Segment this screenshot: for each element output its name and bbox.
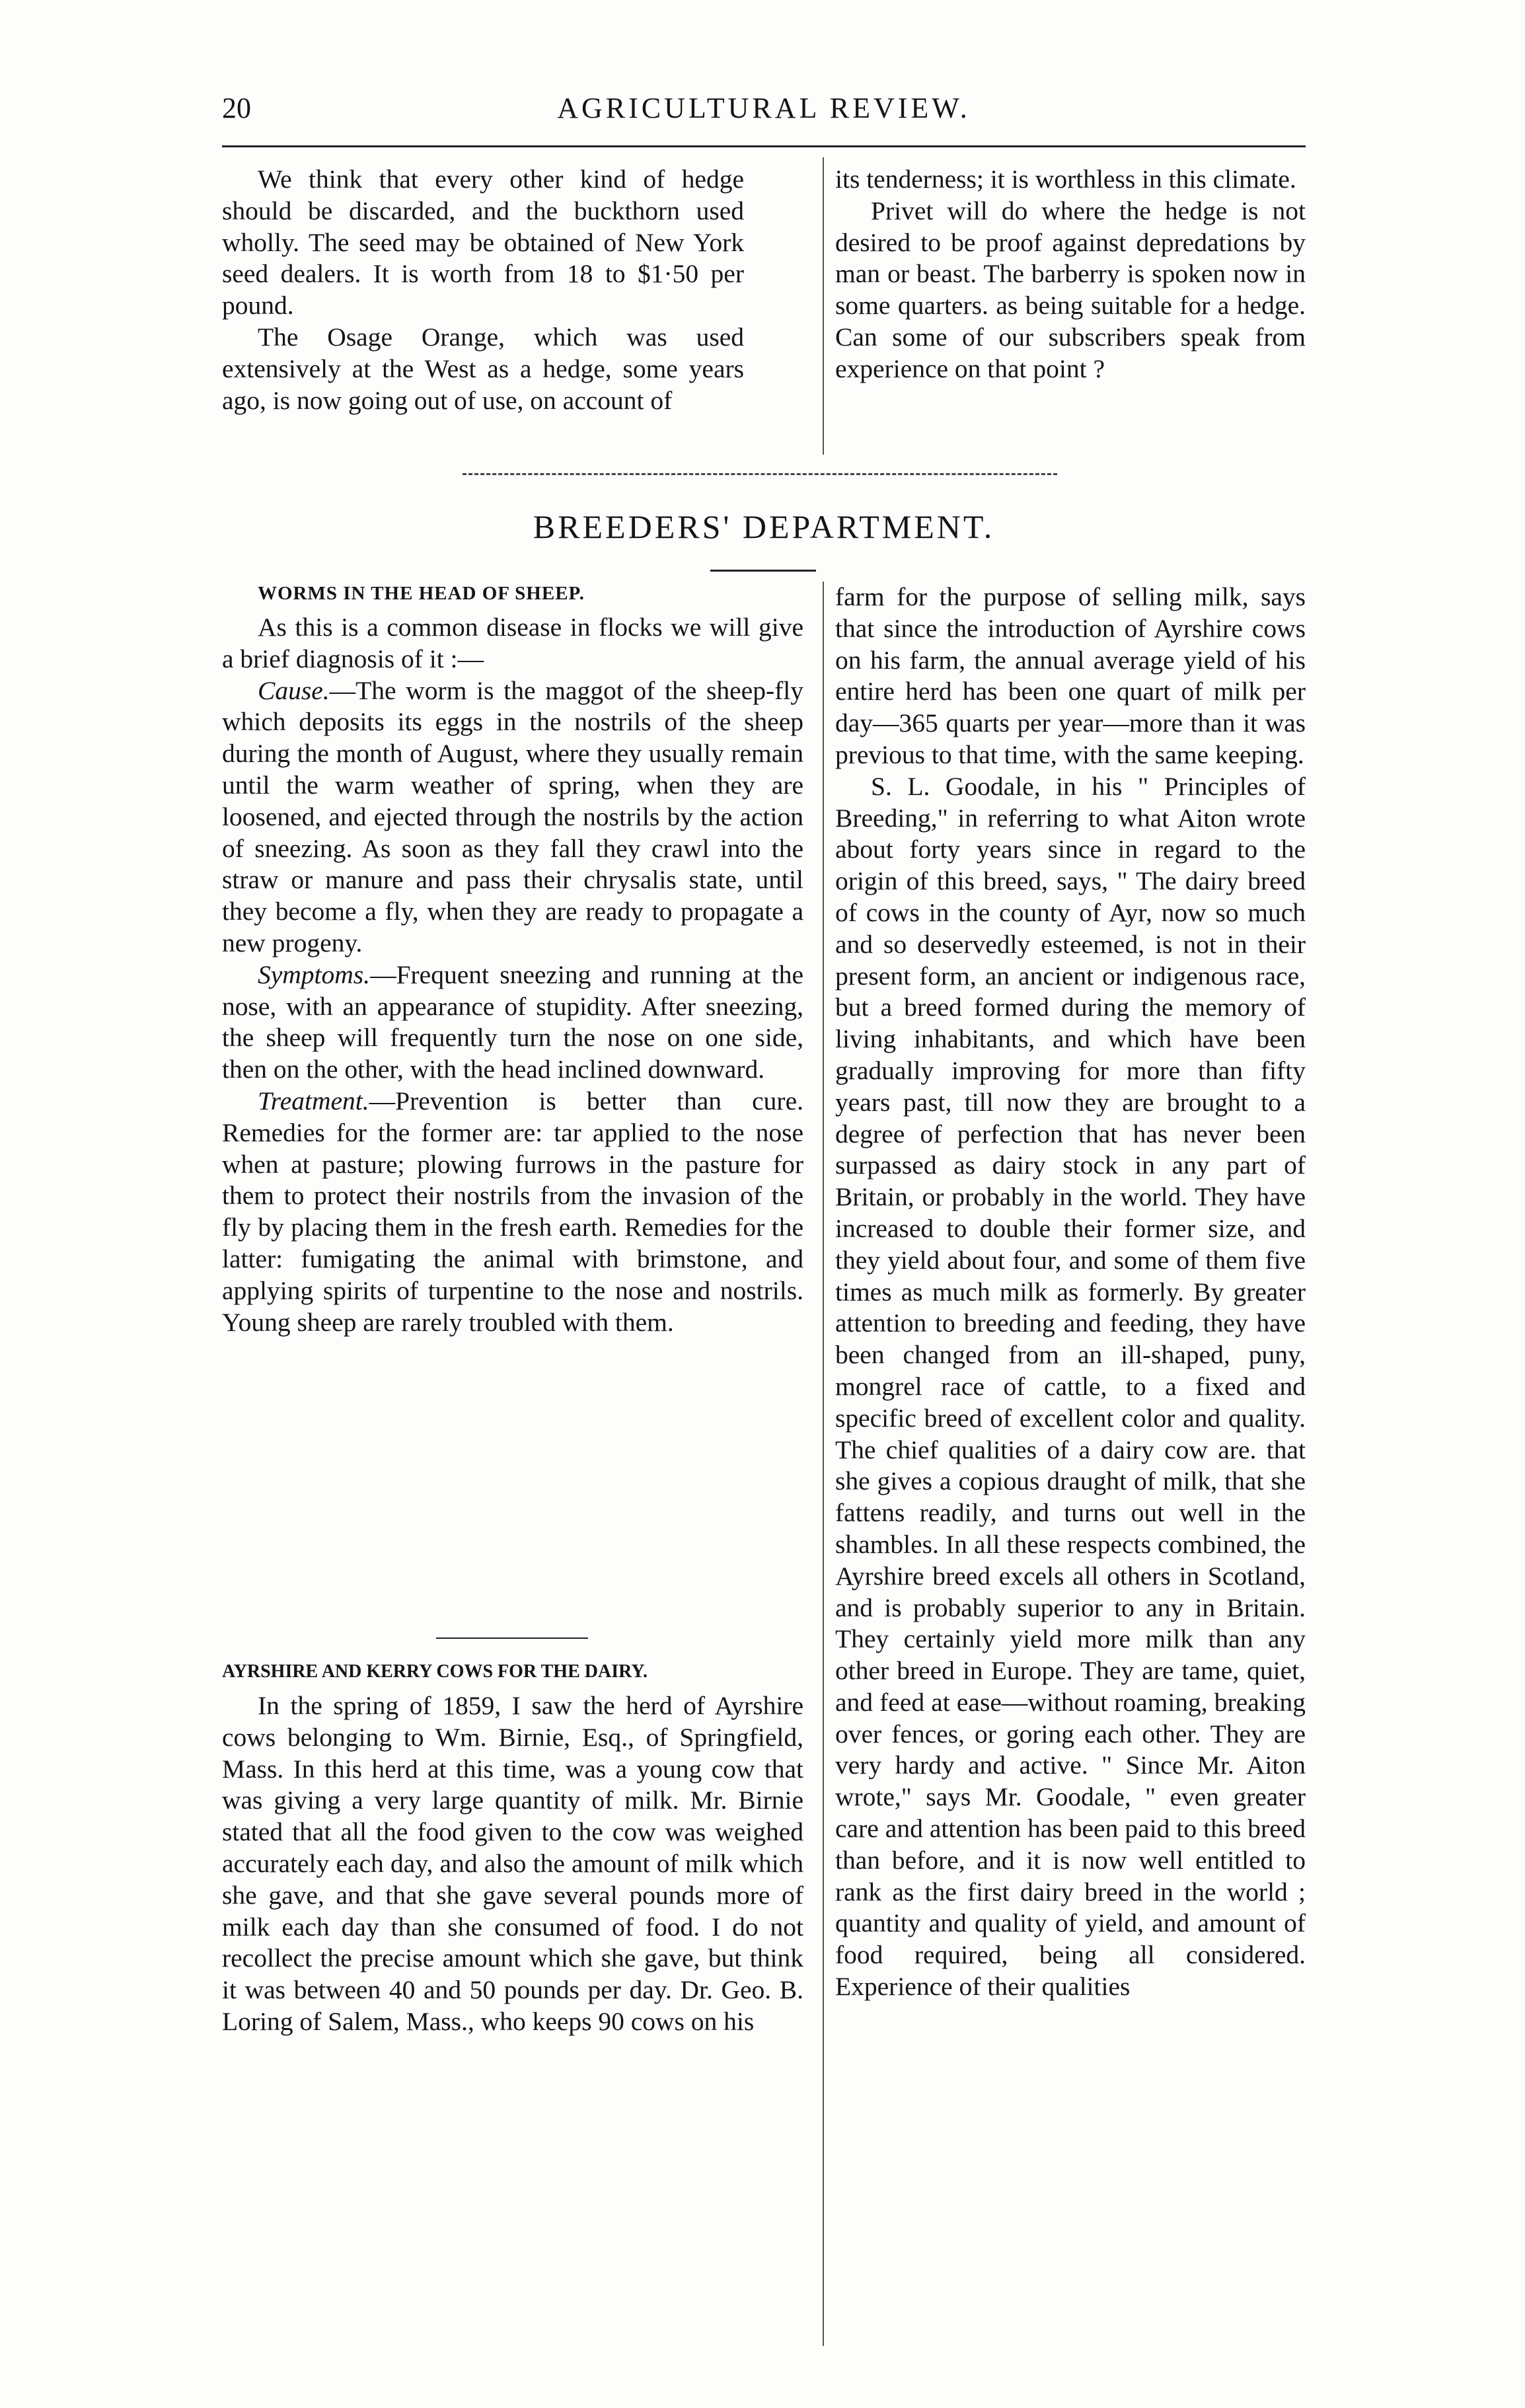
- paragraph: In the spring of 1859, I saw the herd of Ayrshire cows belonging to Wm. Birnie, Esq., of Springfield, Mass. In this herd at this time, was a young cow that was giving a very large quantity of milk. Mr. Birnie stated that all the food given to the cow was weighed accurately each day, and also the amount of milk which she gave, and that she gave several pounds more of milk each day than she consumed of food. I do not recollect the precise amount which she gave, but think it was between 40 and 50 pounds per day. Dr. Geo. B. Loring of Salem, Mass., who keeps 90 cows on his: [222, 1691, 803, 2036]
- top-left-column: [222, 164, 744, 416]
- header-rule: [222, 145, 1306, 147]
- article-heading: WORMS IN THE HEAD OF SHEEP.: [258, 583, 585, 604]
- top-right-column: [835, 164, 1306, 385]
- paragraph: As this is a common disease in flocks we will give a brief diagnosis of it :—: [222, 613, 803, 673]
- symptoms-label: Symptoms.: [258, 959, 371, 989]
- paragraph: Symptoms.—Frequent sneezing and running at the nose, with an appearance of stupidity. After sneezing, the sheep will frequently turn the nose on one side, then on the other, with the head inclined downward.: [222, 959, 803, 1084]
- paragraph: farm for the purpose of selling milk, says that since the introduction of Ayrshire cows on his farm, the annual average yield of his entire herd has been one quart of milk per day—365 quarts per year—more than it was previous to that time, with the same keeping.: [835, 582, 1306, 769]
- article-heading: AYRSHIRE AND KERRY COWS FOR THE DAIRY.: [222, 1661, 648, 1682]
- title-rule: [710, 570, 816, 572]
- paragraph: S. L. Goodale, in his " Principles of Breeding," in referring to what Aiton wrote about forty years since in regard to the origin of this breed, says, " The dairy breed of cows in the county of Ayr, now so much and so deservedly esteemed, is not in their present form, an ancient or indigenous race, but a breed formed during the memory of living inhabitants, and which have been gradually improving for more than fifty years past, till now they are brought to a degree of perfection that has never been surpassed as dairy stock in any part of Britain, or probably in the world. They have increased to double their former size, and they yield about four, and some of them five times as much milk as formerly. By greater attention to breeding and feeding, they have been changed from an ill-shaped, puny, mongrel race of cattle, to a fixed and specific breed of excellent color and quality. The chief qualities of a dairy cow are. that she gives a copious draught of milk, that she fattens readily, and turns out well in the shambles. In all these respects combined, the Ayrshire breed excels all others in Scotland, and is probably superior to any in Britain. They certainly yield more milk than any other breed in Europe. They are tame, quiet, and feed at ease—without roaming, breaking over fences, or goring each other. They are very hardy and active. " Since Mr. Aiton wrote," says Mr. Goodale, " even greater care and attention has been paid to this breed than before, and it is now well entitled to rank as the first dairy breed in the world ; quantity and quality of yield, and amount of food required, being all considered. Experience of their qualities: [835, 771, 1306, 2002]
- section-separator: [463, 473, 1057, 475]
- cause-label: Cause.: [258, 675, 330, 705]
- paragraph: its tenderness; it is worthless in this climate.: [835, 165, 1296, 194]
- paragraph: The Osage Orange, which was used extensively at the West as a hedge, some years ago, is now going out of use, on account of: [222, 322, 744, 415]
- left-column: [222, 580, 803, 1338]
- paragraph: Privet will do where the hedge is not desired to be proof against depredations by man or beast. The barberry is spoken now in some quarters. as being suitable for a hedge. Can some of our subscribers speak from experience on that point ?: [835, 196, 1306, 383]
- running-title: AGRICULTURAL REVIEW.: [557, 92, 971, 124]
- left-column-lower: [222, 1659, 803, 2038]
- paragraph: We think that every other kind of hedge should be discarded, and the buckthorn used wholly. The seed may be obtained of New York seed dealers. It is worth from 18 to $1·50 per pound.: [222, 165, 744, 320]
- column-divider: [823, 157, 824, 455]
- right-column: [835, 582, 1306, 2003]
- department-title: BREEDERS' DEPARTMENT.: [533, 508, 995, 545]
- page-header: [222, 91, 1306, 131]
- page-number: 20: [222, 92, 251, 124]
- article-separator: [436, 1637, 588, 1639]
- paragraph: Treatment.—Prevention is better than cure. Remedies for the former are: tar applied to the nose when at pasture; plowing furrows in the pasture for them to protect their nostrils from the invasion of the fly by placing them in the fresh earth. Remedies for the latter: fumigating the animal with brimstone, and applying spirits of turpentine to the nose and nostrils. Young sheep are rarely troubled with them.: [222, 1086, 803, 1337]
- treatment-label: Treatment.: [258, 1086, 369, 1115]
- column-divider: [823, 582, 824, 2346]
- paragraph: Cause.—The worm is the maggot of the sheep-fly which deposits its eggs in the nostrils of the sheep during the month of August, where they usually remain until the warm weather of spring, when they are loosened, and ejected through the nostrils by the action of sneezing. As soon as they fall they crawl into the straw or manure and pass their chrysalis state, until they become a fly, when they are ready to propagate a new progeny.: [222, 675, 803, 958]
